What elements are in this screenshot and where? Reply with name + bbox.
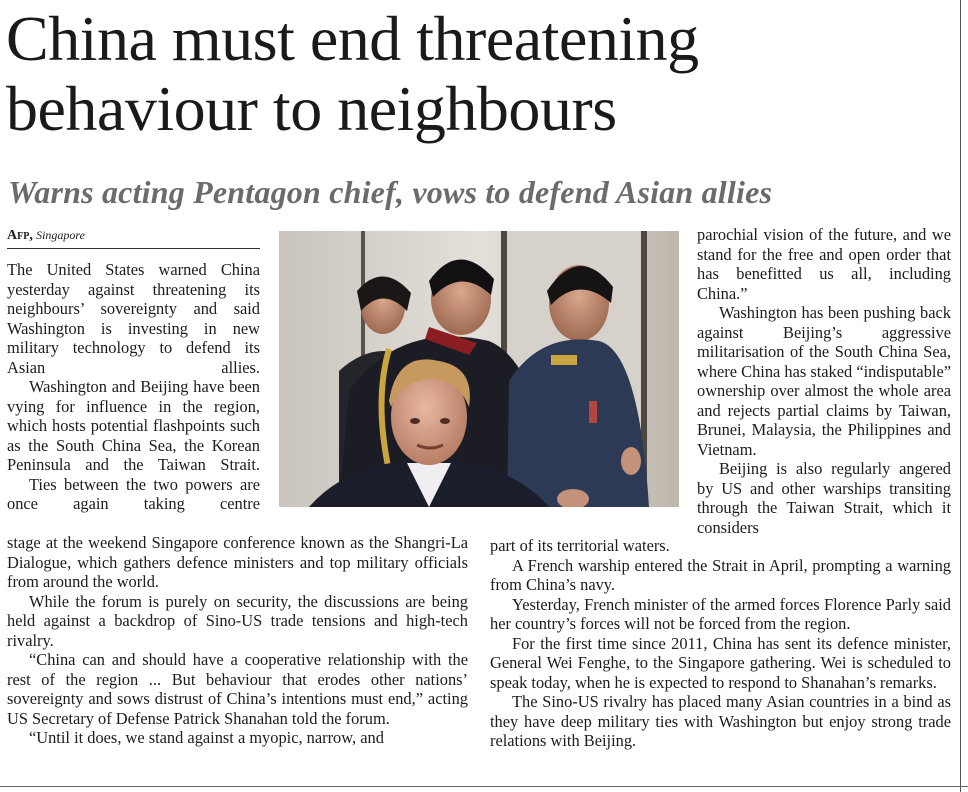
article-paragraph: Ties between the two powers are once again taking centre [7,474,260,513]
photo-of-officials-icon [279,231,679,507]
article-paragraph: Washington has been pushing back against Beijing’s aggressive militarisation of the South China Sea, where China has staked “indisputable” ownership over almost the whole area and rejects partial claims by Taiwan, Brunei, Malaysia, the Philippines and Vietnam. [697,303,951,459]
article-paragraph: “Until it does, we stand against a myopic, narrow, and [29,728,384,747]
article-paragraph: Yesterday, French minister of the armed forces Florence Parly said her country’s forces will not be forced from the region. [490,594,951,633]
article-paragraph: The United States warned China yesterday against threatening its neighbours’ sovereignty and said Washington is investing in new military technology to defend its Asian allies. [7,260,260,377]
page-bottom-rule [0,786,968,787]
byline-agency: Afp, [7,228,33,243]
news-photo [279,231,679,507]
article-paragraph: “China can and should have a cooperative relationship with the rest of the region ... But behaviour that erodes other nations’ sovereignty and sows distrust of China’s intentions must end,” acting US Secretary of Defense Patrick Shanahan told the forum. [7,650,468,728]
column-rule-right [960,0,961,792]
article-paragraph: part of its territorial waters. [490,536,670,555]
article-paragraph: Washington and Beijing have been vying for influence in the region, which hosts potential flashpoints such as the South China Sea, the Korean Peninsula and the Taiwan Strait. [7,377,260,474]
article-column-1 [7,260,260,514]
byline-location: Singapore [36,228,85,242]
article-column-4 [490,536,951,751]
article-paragraph: Beijing is also regularly angered by US and other warships transiting through the Taiwan Strait, which it considers [697,459,951,537]
byline [7,226,260,249]
article-paragraph: While the forum is purely on security, the discussions are being held against a backdrop of Sino-US trade tensions and high-tech rivalry. [7,591,468,650]
article-paragraph: stage at the weekend Singapore conference known as the Shangri-La Dialogue, which gathers defence ministers and top military officials from around the world. [7,533,468,591]
article-paragraph: For the first time since 2011, China has sent its defence minister, General Wei Fenghe, to the Singapore gathering. Wei is scheduled to speak today, when he is expected to respond to Shanahan’s remarks. [490,633,951,692]
article-paragraph: The Sino-US rivalry has placed many Asian countries in a bind as they have deep military ties with Washington but enjoy strong trade relations with Beijing. [490,692,951,750]
article-paragraph: parochial vision of the future, and we stand for the free and open order that has benefitted us all, including China.” [697,225,951,303]
article-paragraph: A French warship entered the Strait in April, prompting a warning from China’s navy. [490,555,951,594]
headline: China must end threatening behaviour to neighbours [6,3,699,144]
article-column-3 [697,225,951,537]
article-column-2 [7,533,468,748]
subheadline: Warns acting Pentagon chief, vows to defend Asian allies [8,174,773,210]
